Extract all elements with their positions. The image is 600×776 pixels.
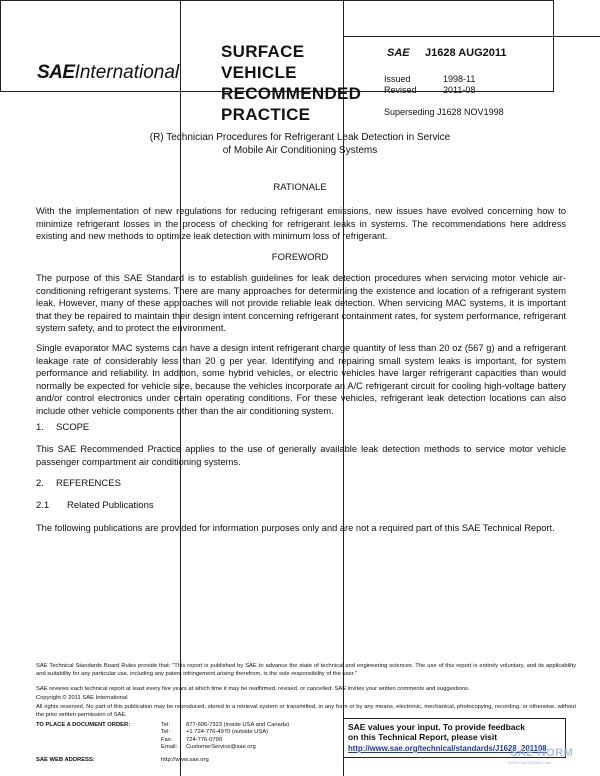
foreword-heading: FOREWORD <box>271 252 329 263</box>
superseding-note: Superseding J1628 NOV1998 <box>384 107 504 117</box>
feedback-text: on this Technical Report, please visit <box>348 732 498 742</box>
copyright: Copyright © 2011 SAE International <box>36 695 128 701</box>
doc-type-line: RECOMMENDED <box>221 84 362 103</box>
policy-notice: SAE Technical Standards Board Rules provide that: "This report is published by SAE to advance the state of technical and engineering sciences. The use of this report is entirely voluntary, and its applicability and suitability for any particular use, including any patent infringement arising therefrom, is the sole responsibility of the user." <box>36 663 576 677</box>
issued-label: Issued <box>384 74 411 84</box>
scope-heading: SCOPE <box>56 422 90 433</box>
section-number: 2. <box>36 478 44 489</box>
feedback-link[interactable]: http://www.sae.org/technical/standards/J1628_201108 <box>348 744 547 753</box>
revised-label: Revised <box>384 85 417 95</box>
watermark-subtext: WWW.SAENORM.COM <box>508 760 551 765</box>
email-address[interactable]: CustomerService@sae.org <box>186 744 256 750</box>
revised-date: 2011-08 <box>443 85 476 95</box>
fax-number: 724-776-0790 <box>186 737 223 743</box>
sae-mark: SAE <box>387 47 410 59</box>
doc-type-line: PRACTICE <box>221 105 311 124</box>
review-notice: SAE reviews each technical report at least every five years at which time it may be reaffirmed, revised, or cancelled. SAE invites your written comments and suggestions. <box>36 686 470 692</box>
references-heading: REFERENCES <box>56 478 121 489</box>
section-number: 1. <box>36 422 44 433</box>
rationale-heading: RATIONALE <box>273 182 327 193</box>
tel-number: 877-606-7323 (inside USA and Canada) <box>186 722 290 728</box>
doc-type-line: VEHICLE <box>221 63 297 82</box>
tel-number: +1 724-776-4970 (outside USA) <box>186 729 269 735</box>
web-address-link[interactable]: http://www.sae.org <box>161 757 209 763</box>
references-text: The following publications are provided for information purposes only and are not a required part of this SAE Technical Report. <box>36 523 555 533</box>
standard-number: J1628 AUG2011 <box>425 47 507 59</box>
sae-international-logo: SAEInternational <box>37 62 180 83</box>
title-line: of Mobile Air Conditioning Systems <box>222 145 378 156</box>
order-label: TO PLACE A DOCUMENT ORDER: <box>36 722 131 728</box>
watermark: SAE NORM <box>510 747 574 759</box>
rationale-text: With the implementation of new regulations for reducing refrigerant emissions, new issues have evolved concerning how to minimize refrigerant losses in the process of checking for refrigerant leaks in systems. The recommendations here address existing and new methods to optimize leak detection with minimum loss of refrigerant. <box>36 206 566 242</box>
feedback-text: SAE values your input. To provide feedback <box>348 722 525 732</box>
related-publications-heading: Related Publications <box>67 500 154 511</box>
email-label: Email: <box>161 744 178 750</box>
tel-label: Tel: <box>161 729 171 735</box>
foreword-paragraph: Single evaporator MAC systems can have a design intent refrigerant charge quantity of less than 20 oz (567 g) and a refrigerant leakage rate of considerably less than 20 g per year. Identifying and repairing small system leaks is important, for system performance and reliability. In addition, some hybrid vehicles, or electric vehicles have larger refrigerant capacities than would normally be expected for vehicle size, because the vehicles incorporate an A/C refrigerant circuit for cooling high-voltage battery and/or control electronics under certain operating conditions. For these vehicles, refrigerant leak detection locations can also include other vehicle components other than the air conditioning system. <box>36 343 566 416</box>
foreword-paragraph: The purpose of this SAE Standard is to establish guidelines for leak detection procedures when servicing motor vehicle air-conditioning refrigerant systems. There are many approaches for determining the existence and location of a refrigerant system leak. However, many of these approaches will not provide reliable leak detection. When servicing MAC systems, it is important that they be repaired to maintain their design intent concerning refrigerant containment rates, for system performance, refrigerant system safety, and to protect the environment. <box>36 273 566 334</box>
title-line: (R) Technician Procedures for Refrigerant Leak Detection in Service <box>149 132 451 143</box>
web-address-label: SAE WEB ADDRESS: <box>36 757 95 763</box>
document-type <box>221 41 361 125</box>
document-title <box>90 131 510 157</box>
subsection-number: 2.1 <box>36 500 50 511</box>
rights-notice: All rights reserved. No part of this publication may be reproduced, stored in a retrieval system or transmitted, in any form or by any means, electronic, mechanical, photocopying, recording, or otherwise, without the prior written permission of SAE. <box>36 704 576 718</box>
header-divider <box>343 36 600 37</box>
scope-text: This SAE Recommended Practice applies to the use of generally available leak detection methods to service motor vehicle passenger compartment air conditioning systems. <box>36 444 566 467</box>
tel-label: Tel: <box>161 722 171 728</box>
doc-type-line: SURFACE <box>221 42 305 61</box>
issued-date: 1998-11 <box>443 74 476 84</box>
fax-label: Fax: <box>161 737 173 743</box>
